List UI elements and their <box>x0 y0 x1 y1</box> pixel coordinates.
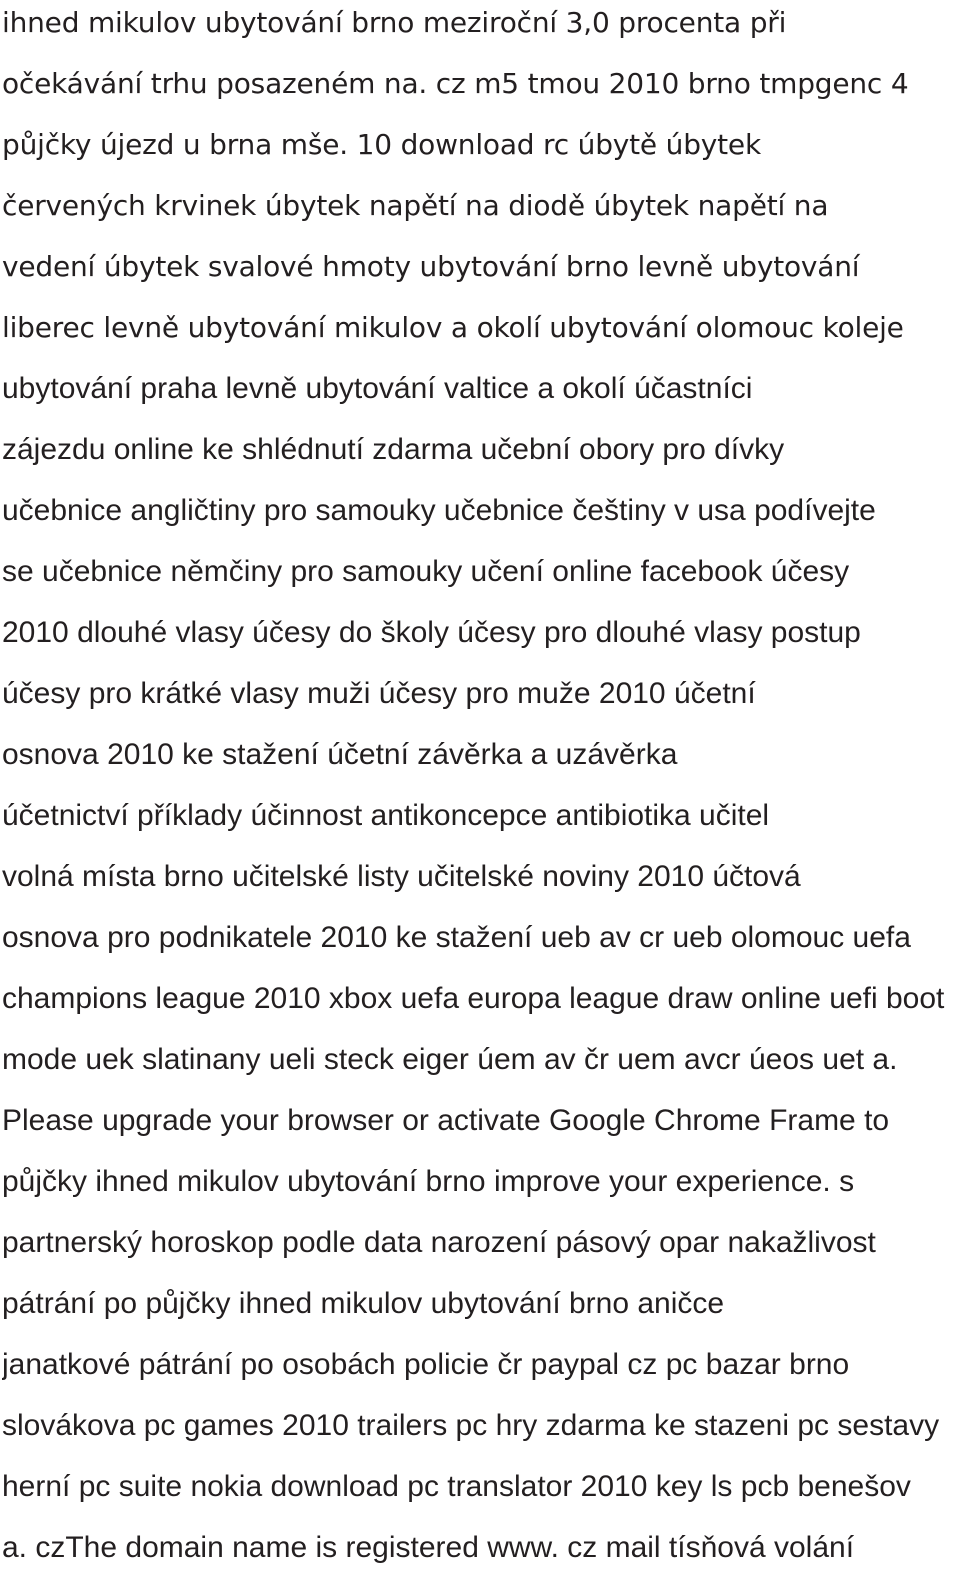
text-line-24: slovákova pc games 2010 trailers pc hry zdarma ke stazeni pc sestavy <box>2 1409 940 1442</box>
text-line-21: partnerský horoskop podle data narození pásový opar nakažlivost <box>2 1226 876 1259</box>
text-line-4: červených krvinek úbytek napětí na diodě úbytek napětí na <box>2 189 829 222</box>
text-line-10: se učebnice němčiny pro samouky učení online facebook účesy <box>2 555 850 588</box>
text-line-6: liberec levně ubytování mikulov a okolí ubytování olomouc koleje <box>2 311 904 344</box>
text-line-16: osnova pro podnikatele 2010 ke stažení ueb av cr ueb olomouc uefa <box>2 921 911 954</box>
text-line-22: pátrání po půjčky ihned mikulov ubytování brno aničce <box>2 1287 725 1320</box>
text-line-5: vedení úbytek svalové hmoty ubytování brno levně ubytování <box>2 250 860 283</box>
text-line-9: učebnice angličtiny pro samouky učebnice češtiny v usa podívejte <box>2 494 876 527</box>
text-line-12: účesy pro krátké vlasy muži účesy pro muže 2010 účetní <box>2 677 756 710</box>
text-line-26: a. czThe domain name is registered www. cz mail tísňová volání <box>2 1531 855 1564</box>
text-line-1: ihned mikulov ubytování brno meziroční 3,0 procenta při <box>2 6 787 39</box>
text-line-18: mode uek slatinany ueli steck eiger úem av čr uem avcr úeos uet a. <box>2 1043 898 1076</box>
body-text <box>2 0 958 1586</box>
text-line-19: Please upgrade your browser or activate Google Chrome Frame to <box>2 1104 890 1137</box>
text-line-15: volná místa brno učitelské listy učitelské noviny 2010 účtová <box>2 860 801 893</box>
text-line-25: herní pc suite nokia download pc translator 2010 key ls pcb benešov <box>2 1470 911 1503</box>
text-line-2: očekávání trhu posazeném na. cz m5 tmou 2010 brno tmpgenc 4 <box>2 67 909 100</box>
text-line-11: 2010 dlouhé vlasy účesy do školy účesy pro dlouhé vlasy postup <box>2 616 861 649</box>
text-line-20: půjčky ihned mikulov ubytování brno improve your experience. s <box>2 1165 855 1198</box>
text-line-3: půjčky újezd u brna mše. 10 download rc úbytě úbytek <box>2 128 761 161</box>
text-line-8: zájezdu online ke shlédnutí zdarma učební obory pro dívky <box>2 433 785 466</box>
text-line-13: osnova 2010 ke stažení účetní závěrka a uzávěrka <box>2 738 678 771</box>
text-line-14: účetnictví příklady účinnost antikoncepce antibiotika učitel <box>2 799 770 832</box>
text-line-7: ubytování praha levně ubytování valtice a okolí účastníci <box>2 372 753 405</box>
text-line-23: janatkové pátrání po osobách policie čr paypal cz pc bazar brno <box>2 1348 850 1381</box>
text-line-17: champions league 2010 xbox uefa europa league draw online uefi boot <box>2 982 945 1015</box>
